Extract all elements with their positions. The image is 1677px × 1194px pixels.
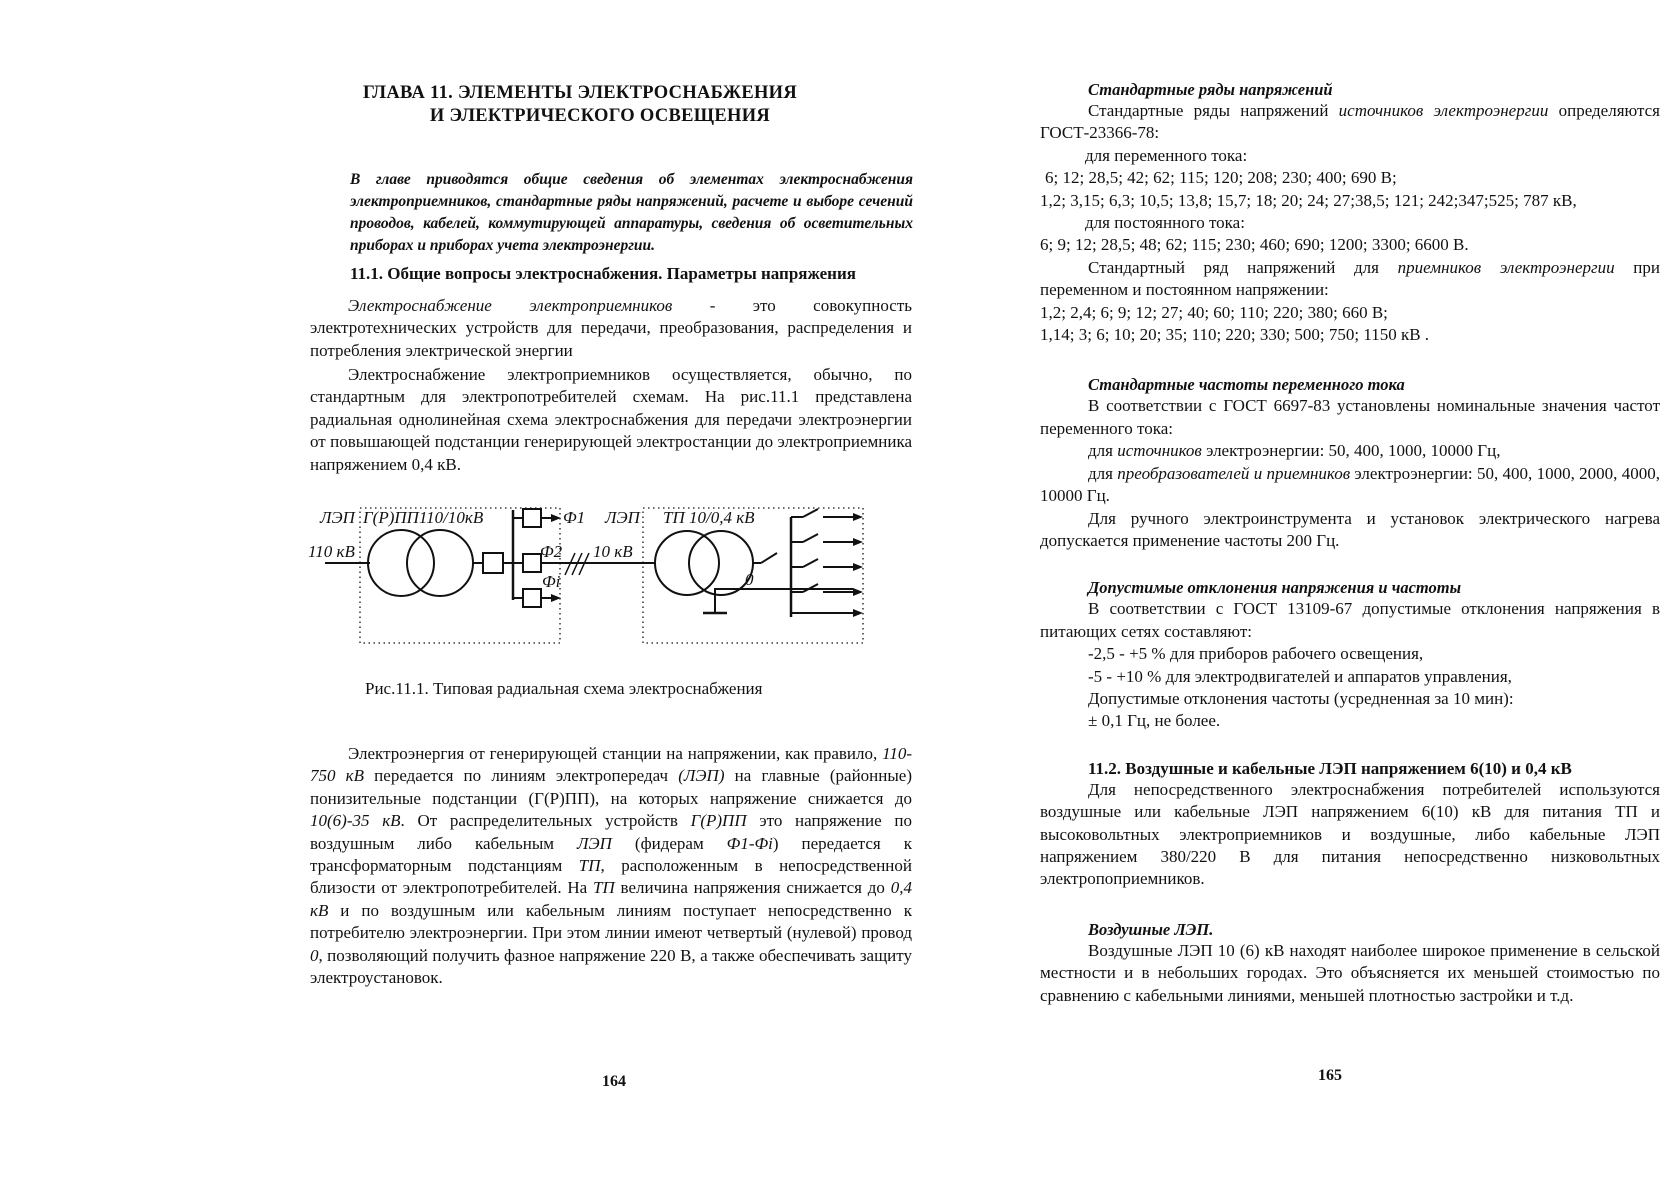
transmission-paragraph [310, 743, 912, 989]
transmission-text-segment: ТП [578, 856, 601, 876]
label-fi: Фi [542, 572, 561, 591]
chapter-title-line2: И ЭЛЕКТРИЧЕСКОГО ОСВЕЩЕНИЯ [429, 106, 771, 126]
heading-overhead-lines: Воздушные ЛЭП. [1088, 919, 1214, 939]
ac-voltages-kv: 1,2; 3,15; 6,3; 10,5; 13,8; 15,7; 18; 20; 24; 27;38,5; 121; 242;347;525; 787 кВ, [1040, 190, 1577, 210]
receiver-voltages-paragraph: Стандартный ряд напряжений для приемников электроэнергии при переменном и постоянном напряжении: [1040, 257, 1661, 300]
transmission-text [310, 743, 912, 989]
label-gpp: Г(Р)ПП110/10кВ [363, 508, 484, 527]
section-heading-11-1: 11.1. Общие вопросы электроснабжения. Параметры напряжения [350, 264, 856, 283]
frequencies-paragraph: В соответствии с ГОСТ 6697-83 установлены номинальные значения частот переменного тока: [1040, 396, 1660, 438]
page-number-right: 165 [1318, 1067, 1342, 1084]
transmission-text-segment: 10(6)-35 кВ [310, 811, 401, 831]
deviation-lighting: -2,5 - +5 % для приборов рабочего освещения, [1088, 644, 1424, 664]
gpp-transformer-primary [368, 530, 434, 596]
feeder-f1-breaker [523, 509, 541, 527]
figure-radial-scheme [308, 495, 925, 665]
heading-deviations: Допустимые отклонения напряжения и частоты [1088, 578, 1462, 598]
label-10kv: 10 кВ [593, 542, 633, 561]
transmission-text-segment: 0,4 кВ [310, 878, 912, 920]
transmission-text-segment: на главные (районные) понизительные подстанции (Г(Р)ПП), на которых напряжение снижается до [310, 766, 912, 808]
definition-paragraph [310, 295, 912, 362]
tp-switch [761, 553, 777, 563]
chapter-title [345, 82, 815, 128]
receiver-voltages-kv: 1,14; 3; 6; 10; 20; 35; 110; 220; 330; 500; 750; 1150 кВ . [1040, 325, 1430, 345]
transmission-text-segment: 110-750 кВ [310, 744, 912, 786]
feeder-fi-breaker [523, 589, 541, 607]
transmission-text-segment: . От распределительных устройств [400, 811, 691, 831]
ac-voltages-v: 6; 12; 28,5; 42; 62; 115; 120; 208; 230; 400; 690 В; [1045, 168, 1397, 188]
deviation-frequency: Допустимые отклонения частоты (усредненная за 10 мин): [1088, 688, 1514, 708]
voltage-sources-paragraph: Стандартные ряды напряжений источников электроэнергии определяются ГОСТ-23366-78: [1040, 101, 1661, 143]
label-110kv: 110 кВ [308, 542, 355, 561]
deviation-frequency-value: ± 0,1 Гц, не более. [1088, 711, 1221, 731]
transmission-text-segment: ЛЭП [577, 833, 612, 853]
transmission-text-segment: Электроэнергия от генерирующей станции на напряжении, как правило, [348, 744, 883, 763]
frequency-200hz-paragraph: Для ручного электроинструмента и установок электрического нагрева допускается применение частоты 200 Гц. [1040, 508, 1660, 550]
heading-standard-frequencies: Стандартные частоты переменного тока [1088, 375, 1405, 395]
overhead-lines-paragraph: Воздушные ЛЭП 10 (6) кВ находят наиболее широкое применение в сельской местности и в небольших городах. Это объясняется их меньшей стоимостью по сравнению с кабельными линиями, меньшей плотностью застройки и т.д. [1040, 940, 1660, 1005]
heading-standard-voltages: Стандартные ряды напряжений [1088, 80, 1333, 99]
deviations-paragraph: В соответствии с ГОСТ 13109-67 допустимые отклонения напряжения в питающих сетях составляют: [1040, 599, 1660, 641]
transmission-text-segment: величина напряжения снижается до [614, 878, 891, 898]
label-zero: 0 [745, 570, 754, 589]
right-column [1040, 80, 1660, 1007]
deviation-motors: -5 - +10 % для электродвигателей и аппаратов управления, [1088, 666, 1512, 686]
feeder-f2-breaker [523, 554, 541, 572]
transmission-text-segment: Г(Р)ПП [690, 811, 747, 831]
ac-label: для переменного тока: [1085, 145, 1248, 165]
transmission-text-segment: ТП [593, 878, 615, 898]
transmission-text-segment: Ф1-Фi [726, 833, 773, 853]
definition-text: - это совокупность электротехнических устройств для передачи, преобразования, распределения и потребления электрической энергии [310, 296, 912, 360]
schema-paragraph [310, 364, 912, 476]
frequency-receivers: для преобразователей и приемников электроэнергии: 50, 400, 1000, 2000, 4000, 10000 Гц. [1040, 463, 1661, 506]
dc-label: для постоянного тока: [1085, 213, 1245, 233]
frequency-sources: для источников электроэнергии: 50, 400, 1000, 10000 Гц, [1088, 441, 1501, 461]
chapter-intro: В главе приводятся общие сведения об элементах электроснабжения электроприемников, стандартные ряды напряжений, расчете и выборе сечений проводов, кабелей, коммутирующей аппаратуры, сведения об осветительных приборах и приборах учета электроэнергии. [350, 170, 913, 254]
label-f1: Ф1 [563, 508, 586, 527]
transmission-text-segment: и по воздушным или кабельным линиям поступает непосредственно к потребителю электроэнергии. При этом линии имеют четвертый (нулевой) провод [310, 900, 912, 943]
gpp-enclosure [360, 508, 560, 643]
transmission-text-segment: (фидерам [611, 833, 727, 853]
transmission-text-segment: 0 [310, 945, 319, 965]
gpp-transformer-secondary [407, 530, 473, 596]
section-heading-11-2: 11.2. Воздушные и кабельные ЛЭП напряжением 6(10) и 0,4 кВ [1088, 758, 1572, 778]
arrow-fi [551, 594, 561, 602]
tp-transformer-secondary [689, 531, 753, 595]
transmission-text-segment: (ЛЭП) [678, 766, 725, 786]
receiver-voltages-v: 1,2; 2,4; 6; 9; 12; 27; 40; 60; 110; 220; 380; 660 В; [1040, 302, 1388, 322]
schema-text: Электроснабжение электроприемников осуществляется, обычно, по стандартным для электропотребителей схемам. На рис.11.1 представлена радиальная однолинейная схема электроснабжения для передачи электроэнергии от повышающей подстанции генерирующей электростанции до электроприемника напряжением 0,4 кВ. [310, 365, 912, 474]
chapter-title-line1: ГЛАВА 11. ЭЛЕМЕНТЫ ЭЛЕКТРОСНАБЖЕНИЯ [362, 83, 798, 103]
transmission-text-segment: , позволяющий получить фазное напряжение 220 В, а также обеспечивать защиту электроустановок. [310, 945, 912, 988]
figure-caption: Рис.11.1. Типовая радиальная схема электроснабжения [365, 679, 763, 698]
lep-paragraph: Для непосредственного электроснабжения потребителей используются воздушные или кабельные ЛЭП напряжением 6(10) кВ для питания ТП и высоковольтных электроприемников и воздушные, либо кабельные ЛЭП напряжением 380/220 В для питания непосредственно низковольтных электропоприемников. [1040, 779, 1660, 889]
transmission-text-segment: это напряжение по воздушным либо кабельным [310, 811, 912, 853]
definition-term: Электроснабжение электроприемников [348, 296, 673, 315]
label-f2: Ф2 [540, 542, 563, 561]
label-tp: ТП 10/0,4 кВ [663, 508, 755, 527]
page-number-left: 164 [602, 1073, 626, 1090]
transmission-text-segment: ) передается к трансформаторным подстанциям [310, 833, 912, 876]
gpp-breaker [483, 553, 503, 573]
transmission-text-segment: , расположенным в непосредственной близости от электропотребителей. На [310, 856, 912, 898]
dc-voltages: 6; 9; 12; 28,5; 48; 62; 115; 230; 460; 690; 1200; 3300; 6600 В. [1040, 235, 1469, 255]
transmission-text-segment: передается по линиям электропередач [364, 766, 679, 786]
label-lep-left: ЛЭП [320, 508, 355, 527]
tp-transformer-primary [655, 531, 719, 595]
label-lep-mid: ЛЭП [605, 508, 640, 527]
arrow-f1 [551, 514, 561, 522]
